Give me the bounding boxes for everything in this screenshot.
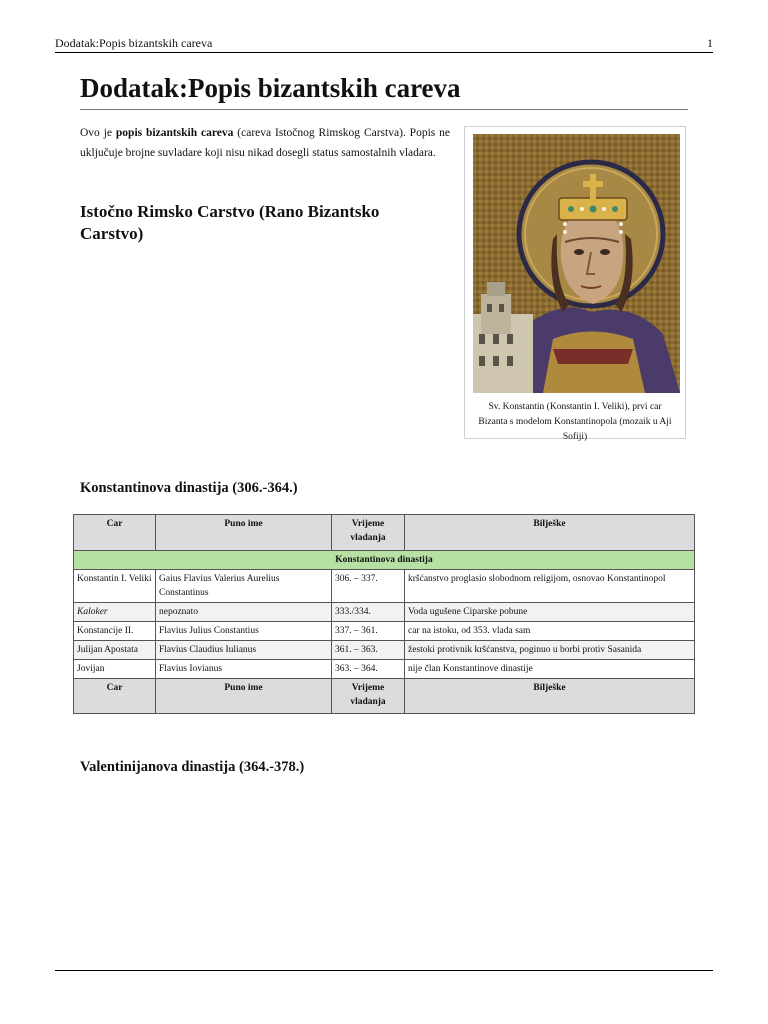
cell-biljeske: car na istoku, od 353. vlada sam <box>405 622 695 641</box>
cell-vrijeme: 333./334. <box>332 603 405 622</box>
cell-biljeske: Voda ugušene Ciparske pobune <box>405 603 695 622</box>
cell-vrijeme: 337. – 361. <box>332 622 405 641</box>
subsection-heading-valentinijanova: Valentinijanova dinastija (364.-378.) <box>80 759 305 775</box>
cell-puno-ime: Flavius Claudius Iulianus <box>156 641 332 660</box>
dynasty-label[interactable]: Konstantinova dinastija <box>74 551 695 570</box>
cell-car[interactable]: Jovijan <box>74 660 156 679</box>
mosaic-image[interactable] <box>473 134 680 393</box>
running-header-title: Dodatak:Popis bizantskih careva <box>55 36 213 50</box>
column-footer-vrijeme: Vrijeme vladanja <box>332 679 405 714</box>
intro-paragraph <box>80 124 450 163</box>
running-header <box>55 36 713 53</box>
cell-vrijeme: 363. – 364. <box>332 660 405 679</box>
cell-vrijeme: 361. – 363. <box>332 641 405 660</box>
intro-text-2: (careva Istočnog Rimskog Carstva). Popis ne uključuje brojne suvladare koji nisu nikad dosegli status samostalnih vladara. <box>80 127 450 159</box>
cell-puno-ime: nepoznato <box>156 603 332 622</box>
cell-biljeske: nije član Konstantinove dinastije <box>405 660 695 679</box>
column-header-car[interactable]: Car <box>74 515 156 551</box>
table-row <box>74 641 695 660</box>
column-footer-puno-ime: Puno ime <box>156 679 332 714</box>
cell-vrijeme: 306. – 337. <box>332 570 405 603</box>
table-row <box>74 570 695 603</box>
section-heading: Istočno Rimsko Carstvo (Rano Bizantsko Carstvo) <box>80 202 380 243</box>
column-header-vrijeme[interactable]: Vrijeme vladanja <box>332 515 405 551</box>
mosaic-figure <box>464 126 686 442</box>
page-title: Dodatak:Popis bizantskih careva <box>80 72 688 110</box>
cell-car[interactable]: Konstancije II. <box>74 622 156 641</box>
intro-text-1: Ovo je <box>80 127 116 139</box>
cell-puno-ime: Gaius Flavius Valerius Aurelius Constantinus <box>156 570 332 603</box>
table-row <box>74 622 695 641</box>
cell-car[interactable]: Julijan Apostata <box>74 641 156 660</box>
dynasty-row <box>74 551 695 570</box>
subsection-heading-konstantinova: Konstantinova dinastija (306.-364.) <box>80 480 298 496</box>
column-header-puno-ime[interactable]: Puno ime <box>156 515 332 551</box>
cell-biljeske: žestoki protivnik kršćanstva, poginuo u borbi protiv Sasanida <box>405 641 695 660</box>
page-number: 1 <box>707 36 713 50</box>
cell-puno-ime: Flavius Iovianus <box>156 660 332 679</box>
cell-car[interactable]: Konstantin I. Veliki <box>74 570 156 603</box>
table-header-row <box>74 515 695 551</box>
footer-rule <box>55 970 713 971</box>
table-row <box>74 603 695 622</box>
column-header-biljeske[interactable]: Bilješke <box>405 515 695 551</box>
table-footer-row <box>74 679 695 714</box>
cell-biljeske: kršćanstvo proglasio slobodnom religijom, osnovao Konstantinopol <box>405 570 695 603</box>
figure-caption: Sv. Konstantin (Konstantin I. Veliki), prvi car Bizanta s modelom Konstantinopola (mozaik u Aji Sofiji) <box>478 402 672 442</box>
emperors-table <box>73 514 695 714</box>
table-row <box>74 660 695 679</box>
intro-bold-term: popis bizantskih careva <box>115 127 234 139</box>
cell-car[interactable]: Kaloker <box>74 603 156 622</box>
column-footer-car: Car <box>74 679 156 714</box>
cell-puno-ime: Flavius Julius Constantius <box>156 622 332 641</box>
column-footer-biljeske: Bilješke <box>405 679 695 714</box>
